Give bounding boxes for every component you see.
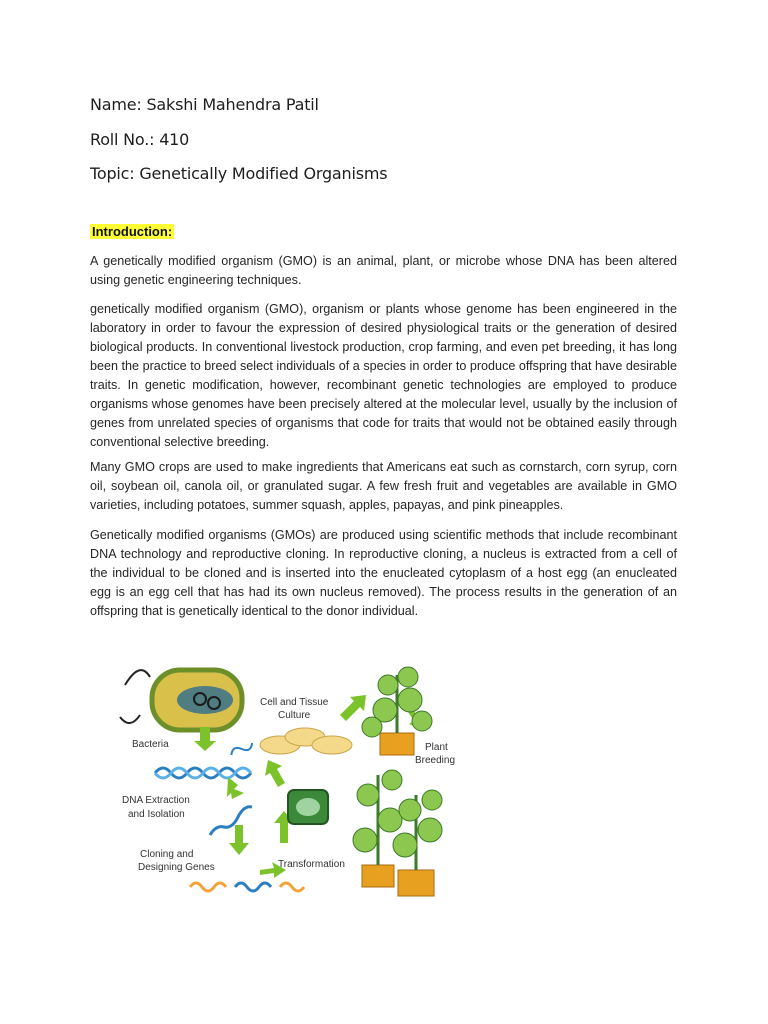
gmo-process-figure — [110, 655, 470, 910]
gmo-diagram — [110, 655, 470, 910]
plant-illustration-top — [362, 667, 432, 755]
plasmid-row-illustration — [190, 883, 304, 891]
plant-illustration-bottom — [353, 770, 442, 896]
bacteria-illustration — [120, 670, 242, 730]
label-cloning-1: Cloning and — [140, 849, 194, 860]
paragraph-2: genetically modified organism (GMO), organism or plants whose genome has been engineered in the laboratory in order to favour the expression of desired physiological traits or the generation of desired biological products. In conventional livestock production, crop farming, and even pet breeding, it has long been the practice to breed select individuals of a species in order to produce offspring that have desirable traits. In genetic modification, however, recombinant genetic technologies are employed to produce organisms whose genomes have been precisely altered at the molecular level, usually by the inclusion of genes from unrelated species of organisms that code for traits that would not be obtained easily through conventional selective breeding. — [90, 302, 677, 449]
topic-title: Topic: Genetically Modified Organisms — [90, 164, 388, 183]
label-bacteria: Bacteria — [132, 739, 169, 750]
label-cloning-2: Designing Genes — [138, 862, 215, 873]
label-breeding-2: Breeding — [415, 755, 456, 766]
dna-strand-icon — [210, 807, 252, 835]
roll-number: Roll No.: 410 — [90, 130, 190, 149]
paragraph-3: Many GMO crops are used to make ingredients that Americans eat such as cornstarch, corn syrup, corn oil, soybean oil, canola oil, or granulated sugar. A few fresh fruit and vegetables are available in GMO varieties, including potatoes, summer squash, apples, papayas, and pink pineapples. — [90, 460, 677, 512]
label-culture-2: Culture — [278, 710, 311, 721]
label-dna-extraction-2: and Isolation — [128, 809, 185, 820]
label-culture-1: Cell and Tissue — [260, 697, 329, 708]
label-transformation: Transformation — [278, 859, 345, 870]
transformation-cell-illustration — [288, 790, 328, 824]
student-name: Name: Sakshi Mahendra Patil — [90, 95, 319, 114]
label-breeding-1: Plant — [425, 742, 448, 753]
paragraph-1: A genetically modified organism (GMO) is an animal, plant, or microbe whose DNA has been altered using genetic engineering techniques. — [90, 254, 677, 287]
label-dna-extraction-1: DNA Extraction — [122, 795, 190, 806]
introduction-heading: Introduction: — [92, 224, 173, 239]
petri-dishes-illustration — [260, 728, 352, 754]
paragraph-4: Genetically modified organisms (GMOs) are produced using scientific methods that include recombinant DNA technology and reproductive cloning. In reproductive cloning, a nucleus is extracted from a cell of the individual to be cloned and is inserted into the enucleated cytoplasm of a host egg (an enucleated egg is an egg cell that has had its own nucleus removed). The process results in the generation of an offspring that is genetically identical to the donor individual. — [90, 528, 677, 618]
